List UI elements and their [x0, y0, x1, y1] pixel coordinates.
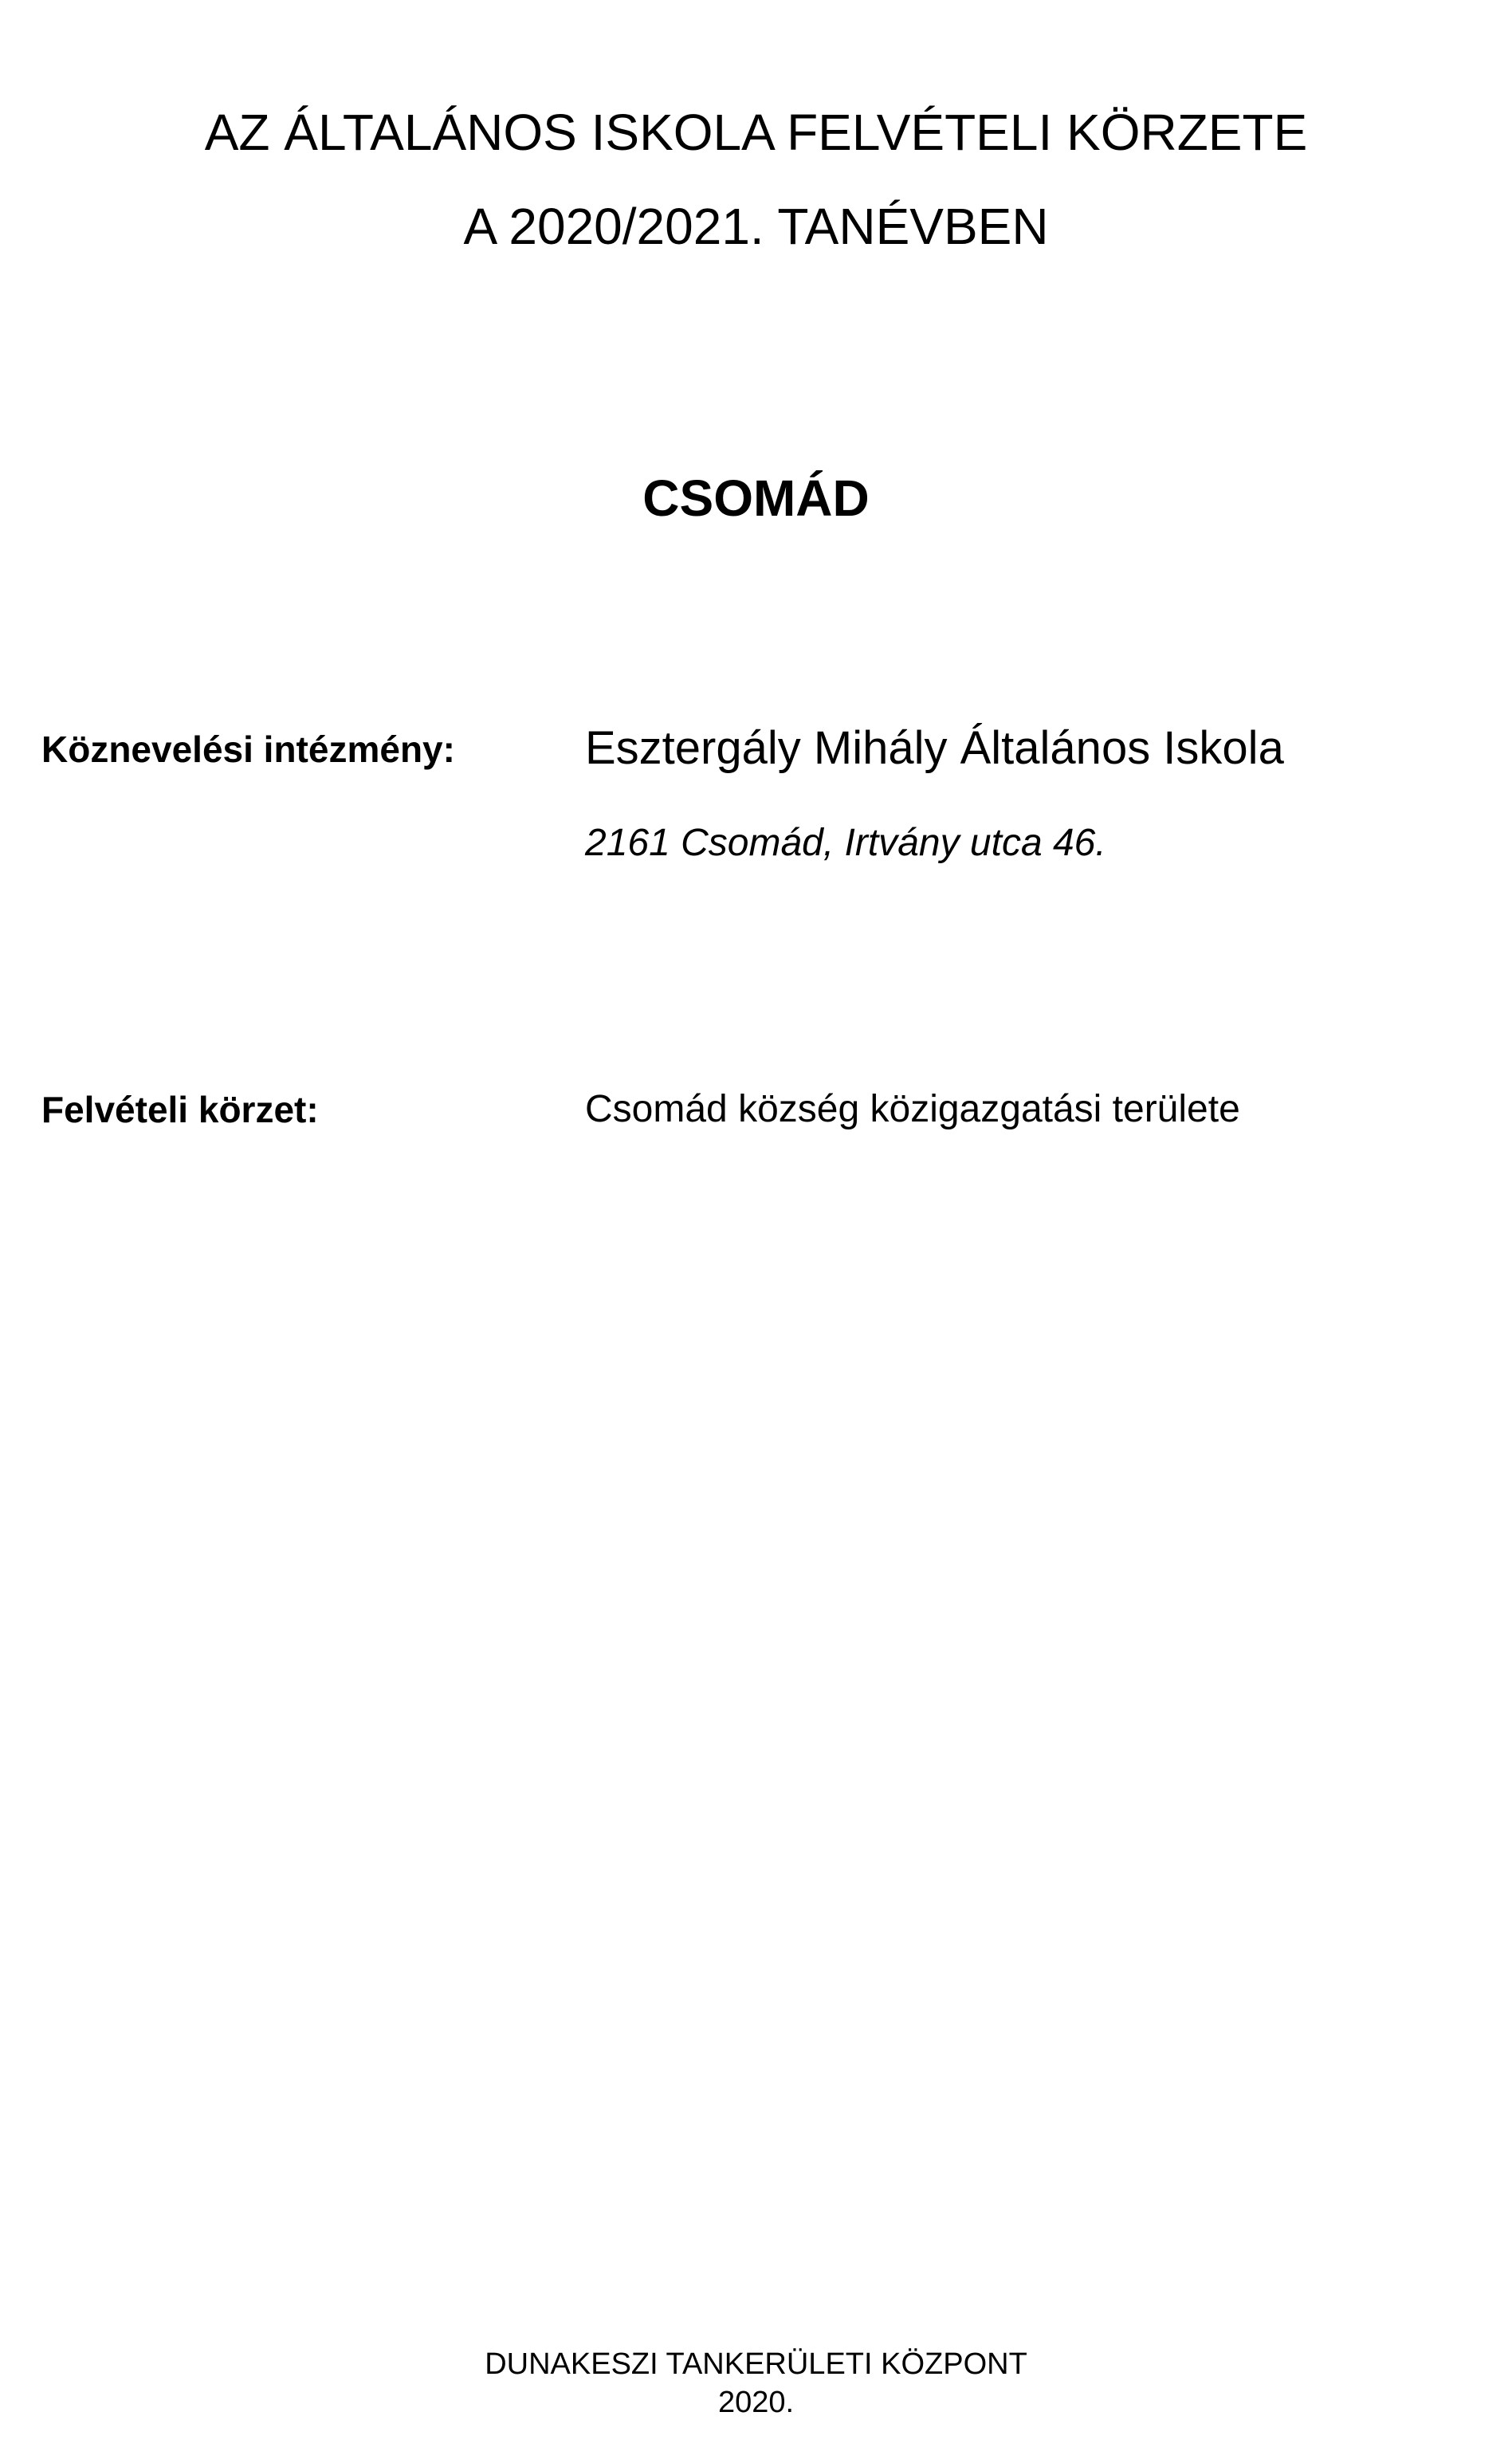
district-value: Csomád község közigazgatási területe [585, 1088, 1240, 1130]
document-title-line-2: A 2020/2021. TANÉVBEN [463, 198, 1049, 255]
district-label: Felvételi körzet: [41, 1089, 319, 1130]
institution-label: Köznevelési intézmény: [41, 729, 455, 770]
document-title-line-1: AZ ÁLTALÁNOS ISKOLA FELVÉTELI KÖRZETE [204, 104, 1308, 161]
footer-organization: DUNAKESZI TANKERÜLETI KÖZPONT [485, 2347, 1027, 2381]
institution-address: 2161 Csomád, Irtvány utca 46. [585, 822, 1106, 864]
document-header [0, 0, 1512, 255]
town-name: CSOMÁD [642, 469, 870, 527]
footer-year: 2020. [717, 2386, 795, 2419]
institution-name: Esztergály Mihály Általános Iskola [585, 722, 1284, 774]
